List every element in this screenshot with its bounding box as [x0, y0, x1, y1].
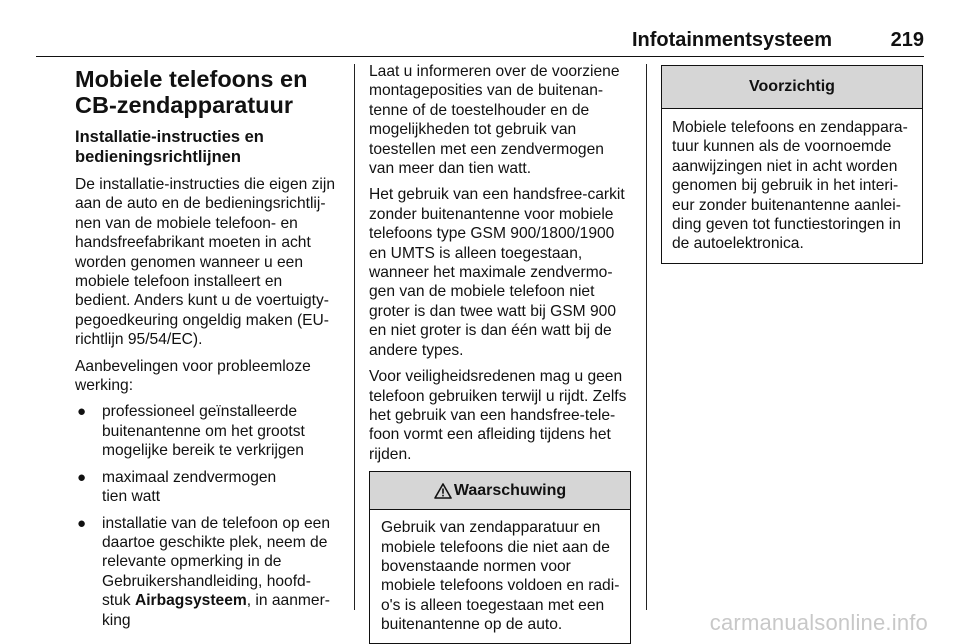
- bullet-icon: ●: [77, 514, 87, 532]
- recommendation-list: [75, 402, 345, 629]
- column-1: [75, 62, 345, 637]
- paragraph-antenna-info: Laat u informeren over de voorziene montageposities van de buitenan- tenne of de toestelhouder en de mogelijkheden tot gebruik van toestellen met een zendvermogen van meer dan tien watt.: [369, 63, 620, 178]
- bullet-icon: ●: [77, 468, 87, 486]
- warning-header: [370, 472, 630, 510]
- paragraph-recommendations: Aanbevelingen voor probleemloze werking:: [75, 357, 311, 395]
- caution-title: Voorzichtig: [749, 78, 835, 96]
- list-item: [75, 402, 345, 460]
- warning-triangle-icon: [434, 483, 452, 499]
- list-item-text-end: , in aanmer- king: [102, 592, 330, 629]
- section-subheading: Installatie-instructies en bedieningsrichtlijnen: [75, 128, 264, 166]
- list-item: [75, 514, 345, 630]
- list-item-text: installatie van de telefoon op een daartoe geschikte plek, neem de relevante opmerking in de Gebruikershandleiding, hoofd- stuk: [102, 514, 331, 610]
- column-2: [369, 62, 631, 644]
- column-divider-2: [646, 64, 647, 610]
- warning-body: Gebruik van zendapparatuur en mobiele telefoons die niet aan de bovenstaande normen voor mobiele telefoons voldoen en radi- o's is alleen toegestaan met een buitenantenne op de auto.: [381, 519, 620, 634]
- paragraph-handsfree: Het gebruik van een handsfree-carkit zonder buitenantenne voor mobiele telefoons type GSM 900/1800/1900 en UMTS is alleen toegestaan, wanneer het maximale zendvermo- gen van de mobiele telefoon niet groter is dan twee watt bij GSM 900 en niet groter is dan één watt bij de andere types.: [369, 186, 625, 359]
- page-number: 219: [890, 29, 924, 51]
- paragraph-safety: Voor veiligheidsredenen mag u geen telefoon gebruiken terwijl u rijdt. Zelfs het gebruik van een handsfree-tele- foon vormt een afleiding tijdens het rijden.: [369, 368, 627, 463]
- caution-header: [662, 66, 922, 109]
- bullet-icon: ●: [77, 403, 87, 421]
- column-divider-1: [354, 64, 355, 610]
- list-item: [75, 468, 345, 507]
- column-3: [661, 62, 923, 264]
- airbag-reference: Airbagsysteem: [134, 592, 247, 610]
- watermark: carmanualsonline.info: [709, 610, 928, 635]
- list-item-text: maximaal zendvermogen tien watt: [102, 468, 277, 506]
- caution-box: [661, 65, 923, 264]
- list-item-text: professioneel geïnstalleerde buitenantenne om het grootst mogelijke bereik te verkrijgen: [102, 403, 305, 460]
- paragraph-installation: De installatie-instructies die eigen zijn aan de auto en de bedieningsrichtlij- nen van de mobiele telefoon- en handsfreefabrikant moeten in acht worden genomen wanneer u een mobiele telefoon installeert en bedient. Anders kunt u de voertuigty- pegoedkeuring ongeldig maken (EU- richtlijn 95/54/EC).: [75, 176, 336, 349]
- page-header: [36, 26, 924, 57]
- warning-box: [369, 471, 631, 643]
- caution-body: Mobiele telefoons en zendappara- tuur kunnen als de voornoemde aanwijzingen niet in acht worden genomen bij gebruik in het interi- eur zonder buitenantenne aanlei- ding geven tot functiestoringen in de autoelektronica.: [672, 119, 908, 253]
- header-title: Infotainmentsysteem: [631, 29, 832, 51]
- section-heading: Mobiele telefoons en CB-zendapparatuur: [75, 66, 308, 118]
- warning-title: Waarschuwing: [453, 481, 567, 499]
